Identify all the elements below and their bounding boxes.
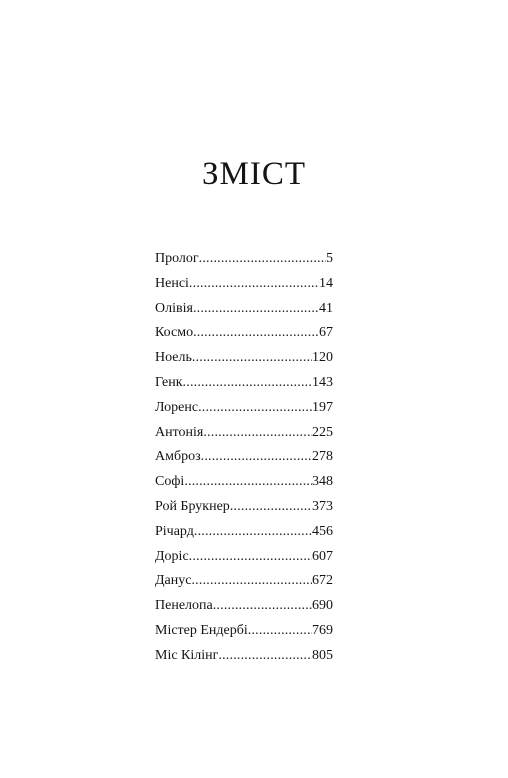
toc-entry — [155, 495, 333, 520]
toc-entry-page: 225 — [312, 424, 333, 440]
dot-leader — [183, 371, 312, 396]
dot-leader — [248, 619, 312, 644]
toc-entry-page: 805 — [312, 647, 333, 663]
toc-entry — [155, 569, 333, 594]
toc-entry — [155, 396, 333, 421]
toc-entry — [155, 644, 333, 669]
toc-entry — [155, 470, 333, 495]
toc-entry-page: 348 — [312, 474, 333, 490]
toc-entry-page: 278 — [312, 449, 333, 465]
toc-entry — [155, 371, 333, 396]
dot-leader — [189, 545, 312, 570]
toc-entry-title: Доріс — [155, 548, 189, 564]
toc-entry-page: 5 — [326, 251, 333, 266]
toc-entry — [155, 619, 333, 644]
toc-entry — [155, 594, 333, 619]
toc-entry-page: 456 — [312, 523, 333, 539]
toc-entry-page: 373 — [312, 498, 333, 514]
toc-entry-title: Пролог — [155, 251, 199, 266]
toc-entry-title: Олівія — [155, 300, 193, 316]
toc-entry-title: Генк — [155, 374, 183, 390]
dot-leader — [189, 272, 319, 297]
toc-entry — [155, 247, 333, 272]
toc-entry-page: 120 — [312, 350, 333, 366]
toc-entry-title: Лоренс — [155, 399, 199, 415]
dot-leader — [218, 644, 312, 669]
toc-entry-page: 769 — [312, 622, 333, 638]
toc-entry-page: 67 — [319, 325, 333, 341]
toc-entry-title: Амброз — [155, 449, 201, 465]
toc-entry-title: Річард — [155, 523, 194, 539]
dot-leader — [192, 346, 312, 371]
dot-leader — [203, 421, 312, 446]
toc-entry-title: Пенелопа — [155, 598, 213, 614]
dot-leader — [201, 445, 312, 470]
toc-entry-page: 143 — [312, 374, 333, 390]
table-of-contents — [155, 247, 333, 669]
toc-entry-title: Містер Ендербі — [155, 622, 248, 638]
toc-entry-title: Ненсі — [155, 275, 189, 291]
dot-leader — [230, 495, 312, 520]
toc-entry — [155, 545, 333, 570]
dot-leader — [193, 297, 319, 322]
toc-entry — [155, 321, 333, 346]
toc-entry — [155, 421, 333, 446]
toc-entry — [155, 445, 333, 470]
dot-leader — [184, 470, 312, 495]
page-title: ЗМІСТ — [201, 156, 307, 192]
toc-entry-page: 41 — [319, 300, 333, 316]
dot-leader — [213, 594, 312, 619]
toc-entry-page: 672 — [312, 573, 333, 589]
toc-entry — [155, 346, 333, 371]
toc-entry-title: Данус — [155, 573, 192, 589]
dot-leader — [199, 247, 326, 272]
dot-leader — [193, 321, 319, 346]
toc-entry-title: Рой Брукнер — [155, 498, 230, 514]
toc-entry-title: Софі — [155, 474, 185, 490]
toc-entry-page: 607 — [312, 548, 333, 564]
toc-entry-page: 14 — [319, 275, 333, 291]
dot-leader — [198, 396, 312, 421]
toc-entry — [155, 272, 333, 297]
dot-leader — [191, 569, 312, 594]
toc-entry — [155, 297, 333, 322]
toc-entry-page: 690 — [312, 598, 333, 614]
dot-leader — [194, 520, 312, 545]
toc-entry-page: 197 — [312, 399, 333, 415]
toc-entry — [155, 520, 333, 545]
toc-entry-title: Космо — [155, 325, 194, 341]
toc-entry-title: Міс Кілінг — [155, 647, 219, 663]
toc-entry-title: Ноель — [155, 350, 192, 366]
toc-entry-title: Антонія — [155, 424, 204, 440]
